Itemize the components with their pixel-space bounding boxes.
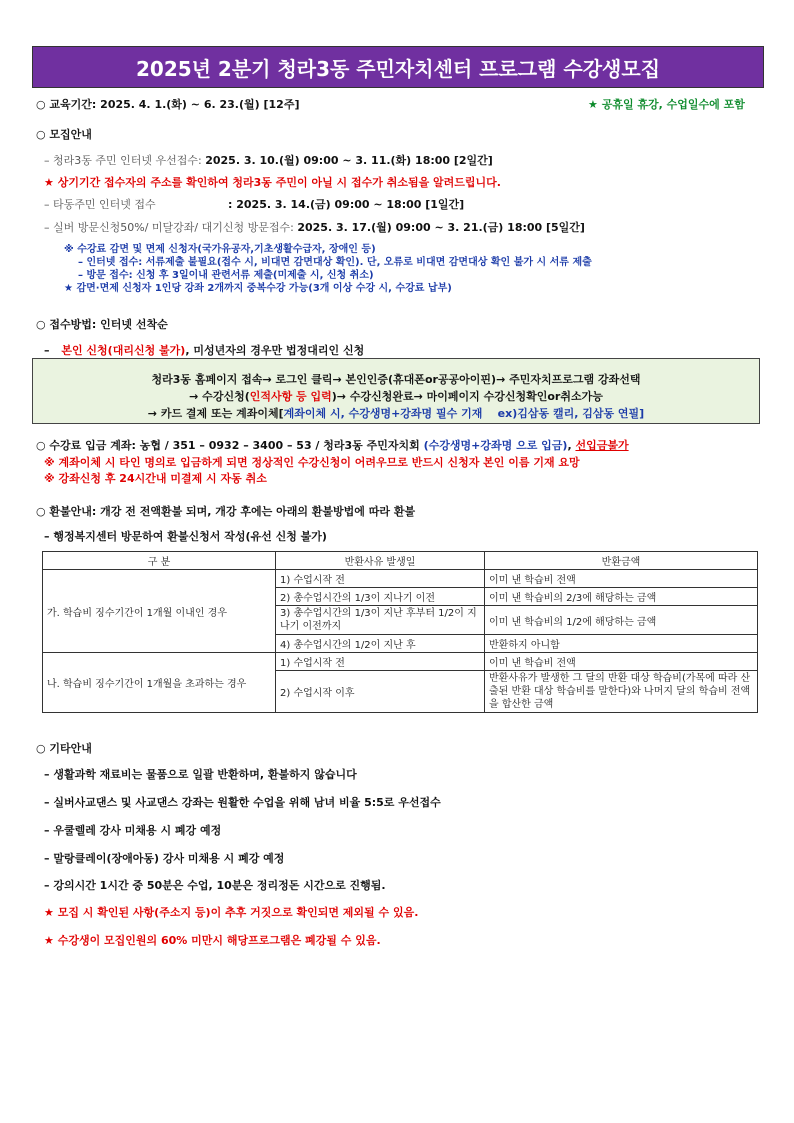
recruit-line-1-value: 2025. 3. 10.(월) 09:00 ~ 3. 11.(화) 18:00 [2일간] <box>205 154 493 167</box>
discount-note-1: ※ 수강료 감면 및 면제 신청자(국가유공자,기초생활수급자, 장애인 등) <box>64 244 376 255</box>
table-cell: 반환사유가 발생한 그 달의 반환 대상 학습비(가목에 따라 산출된 반환 대상 학습비를 말한다)와 나머지 달의 학습비 전액을 합산한 금액 <box>485 671 758 713</box>
discount-note-4: ★ 감면·면제 신청자 1인당 강좌 2개까지 중복수강 가능(3개 이상 수강 시, 수강료 납부) <box>64 283 452 294</box>
steps-line-3 <box>33 405 759 422</box>
table-row <box>43 653 758 671</box>
education-period: ○ 교육기간: 2025. 4. 1.(화) ~ 6. 23.(월) [12주] <box>36 98 300 111</box>
table-cell: 2) 수업시작 이후 <box>276 671 485 713</box>
steps-line-2a: → 수강신청( <box>189 390 250 403</box>
method-heading: ○ 접수방법: 인터넷 선착순 <box>36 318 168 331</box>
table-cell: 2) 총수업시간의 1/3이 지나기 이전 <box>276 588 485 606</box>
refund-table <box>42 551 758 713</box>
table-cell: 이미 낸 학습비의 1/2에 해당하는 금액 <box>485 606 758 635</box>
table-cell: 반환하지 아니함 <box>485 635 758 653</box>
payment-warning-2: ※ 강좌신청 후 24시간내 미결제 시 자동 취소 <box>44 472 267 485</box>
payment-no-prepay: 선입금불가 <box>575 439 629 452</box>
recruit-line-2-label: – 타동주민 인터넷 접수 <box>44 198 156 211</box>
payment-deposit-name: (수강생명+강좌명 으로 입금) <box>423 439 568 452</box>
recruit-line-2-value: : 2025. 3. 14.(금) 09:00 ~ 18:00 [1일간] <box>228 198 465 211</box>
discount-note-2: – 인터넷 접수: 서류제출 불필요(접수 시, 비대면 감면대상 확인). 단, 오류로 비대면 감면대상 확인 불가 시 서류 제출 <box>78 257 592 268</box>
etc-item: – 말랑클레이(장애아동) 강사 미채용 시 폐강 예정 <box>44 852 285 865</box>
application-steps-box <box>32 358 760 424</box>
etc-item: – 실버사교댄스 및 사교댄스 강좌는 원활한 수업을 위해 남녀 비율 5:5로 우선접수 <box>44 796 441 809</box>
recruit-line-1-label: – 청라3동 주민 인터넷 우선접수: <box>44 154 206 167</box>
etc-item: – 강의시간 1시간 중 50분은 수업, 10분은 정리정돈 시간으로 진행됨. <box>44 879 386 892</box>
steps-line-1: 청라3동 홈페이지 접속→ 로그인 클릭→ 본인인증(휴대폰or공공아이핀)→ 주민자치프로그램 강좌선택 <box>151 373 641 386</box>
recruit-line-3-value: 2025. 3. 17.(월) 09:00 ~ 3. 21.(금) 18:00 [5일간] <box>297 221 585 234</box>
table-cell: 이미 낸 학습비 전액 <box>485 570 758 588</box>
method-dash: – <box>44 344 50 357</box>
table-row <box>43 570 758 588</box>
refund-heading: ○ 환불안내: 개강 전 전액환불 되며, 개강 후에는 아래의 환불방법에 따라 환불 <box>36 505 416 518</box>
table-cell: 4) 총수업시간의 1/2이 지난 후 <box>276 635 485 653</box>
etc-heading: ○ 기타안내 <box>36 742 92 755</box>
etc-warning-2: ★ 수강생이 모집인원의 60% 미만시 해당프로그램은 폐강될 수 있음. <box>44 934 381 947</box>
etc-item: – 우쿨렐레 강사 미채용 시 폐강 예정 <box>44 824 222 837</box>
page-title: 2025년 2분기 청라3동 주민자치센터 프로그램 수강생모집 <box>32 46 764 88</box>
discount-note-3: – 방문 접수: 신청 후 3일이내 관련서류 제출(미제출 시, 신청 취소) <box>78 270 374 281</box>
steps-line-3c: ex)김삼동 캘리, 김삼동 연필] <box>482 407 645 420</box>
recruit-warning: ★ 상기기간 접수자의 주소를 확인하여 청라3동 주민이 아닐 시 접수가 취소됨을 알려드립니다. <box>44 176 501 189</box>
holiday-note: ★ 공휴일 휴강, 수업일수에 포함 <box>588 98 745 111</box>
table-header: 반환금액 <box>485 552 758 570</box>
table-cell: 이미 낸 학습비 전액 <box>485 653 758 671</box>
steps-line-2b: 인적사항 등 입력 <box>249 390 332 403</box>
table-cell: 이미 낸 학습비의 2/3에 해당하는 금액 <box>485 588 758 606</box>
recruit-line-3-label: – 실버 방문신청50%/ 미달강좌/ 대기신청 방문접수: <box>44 221 298 234</box>
recruit-line-1 <box>44 152 493 168</box>
payment-warning-1: ※ 계좌이체 시 타인 명의로 입금하게 되면 정상적인 수강신청이 어려우므로 반드시 신청자 본인 이름 기재 요망 <box>44 456 580 469</box>
recruit-line-3 <box>44 219 585 235</box>
method-line <box>44 342 364 358</box>
table-header-row <box>43 552 758 570</box>
table-cell: 1) 수업시작 전 <box>276 653 485 671</box>
etc-warning-1: ★ 모집 시 확인된 사항(주소지 등)이 추후 거짓으로 확인되면 제외될 수 있음. <box>44 906 419 919</box>
table-header: 반환사유 발생일 <box>276 552 485 570</box>
method-proxy-note: , 미성년자의 경우만 법정대리인 신청 <box>185 344 365 357</box>
refund-sub: – 행정복지센터 방문하여 환불신청서 작성(유선 신청 불가) <box>44 530 327 543</box>
steps-line-2 <box>33 388 759 405</box>
recruit-line-2 <box>44 196 464 212</box>
payment-account <box>36 437 629 453</box>
steps-line-3b: 계좌이체 시, 수강생명+강좌명 필수 기재 <box>283 407 483 420</box>
table-header: 구 분 <box>43 552 276 570</box>
table-cell: 3) 총수업시간의 1/3이 지난 후부터 1/2이 지나기 이전까지 <box>276 606 485 635</box>
recruit-heading: ○ 모집안내 <box>36 128 92 141</box>
steps-line-2c: )→ 수강신청완료→ 마이페이지 수강신청확인or취소가능 <box>331 390 603 403</box>
payment-comma: , <box>567 439 576 452</box>
table-cell: 1) 수업시작 전 <box>276 570 485 588</box>
method-self-apply: 본인 신청(대리신청 불가) <box>61 344 186 357</box>
refund-group-1: 가. 학습비 징수기간이 1개월 이내인 경우 <box>43 570 276 653</box>
payment-account-text: ○ 수강료 입금 계좌: 농협 / 351 – 0932 – 3400 – 53 / 청라3동 주민자치회 <box>36 439 424 452</box>
etc-item: – 생활과학 재료비는 물품으로 일괄 반환하며, 환불하지 않습니다 <box>44 768 357 781</box>
steps-line-3a: → 카드 결제 또는 계좌이체[ <box>147 407 284 420</box>
refund-group-2: 나. 학습비 징수기간이 1개월을 초과하는 경우 <box>43 653 276 713</box>
